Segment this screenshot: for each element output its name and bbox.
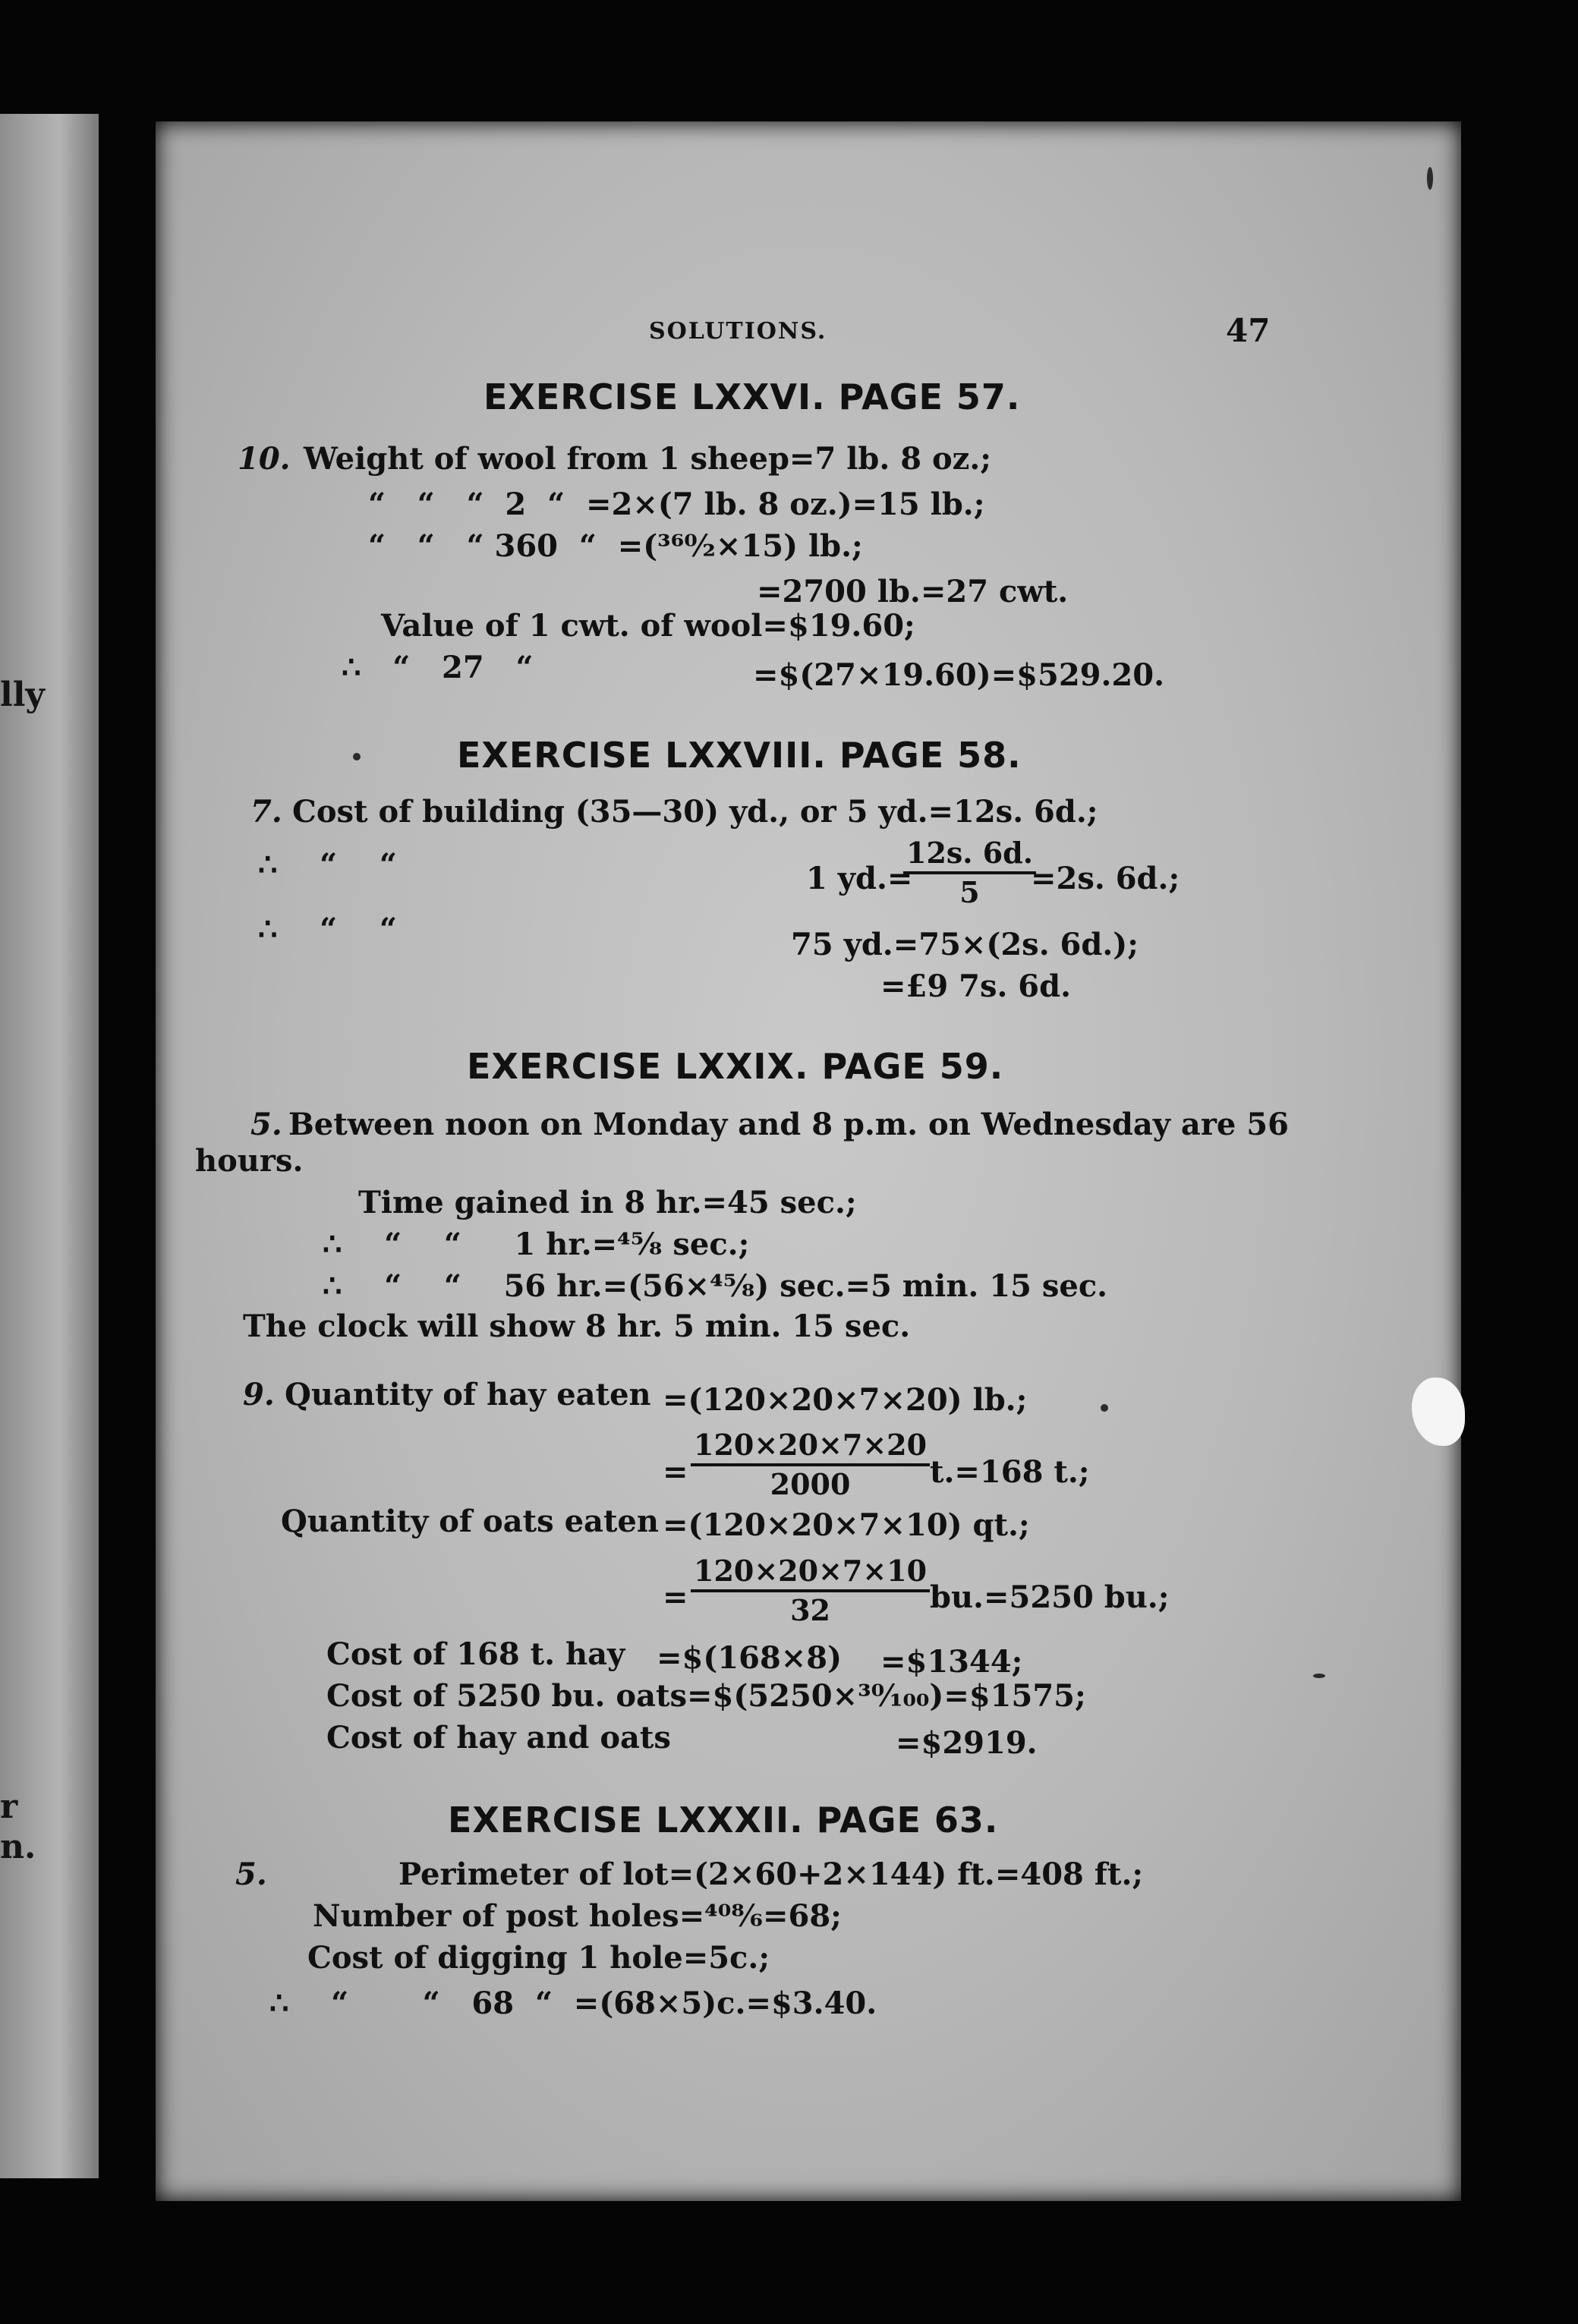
solution-line: =(120×20×7×10) qt.;	[663, 1507, 1030, 1543]
solution-line: hours.	[195, 1143, 304, 1179]
solution-line: t.=168 t.;	[930, 1454, 1090, 1490]
solution-line: “ “ “ 360 “ =(³⁶⁰⁄₂×15) lb.;	[368, 528, 863, 564]
solution-line: Quantity of hay eaten	[285, 1377, 651, 1412]
solution-line: Cost of 5250 bu. oats=$(5250×³⁰⁄₁₀₀)=$1575;	[326, 1678, 1086, 1714]
fraction-denominator: 5	[959, 874, 980, 909]
solution-line: =(120×20×7×20) lb.;	[663, 1382, 1028, 1418]
solution-line: 1 yd.=	[806, 861, 913, 896]
paper-speck	[1313, 1674, 1325, 1678]
fraction	[903, 836, 1036, 909]
previous-page-text: n.	[0, 1828, 36, 1866]
solution-line: =2700 lb.=27 cwt.	[757, 574, 1069, 609]
solution-line: ∴ “ “ 56 hr.=(56×⁴⁵⁄₈) sec.=5 min. 15 sec.	[323, 1268, 1108, 1304]
solution-line: ∴ “ “ 68 “ =(68×5)c.=$3.40.	[269, 1985, 877, 2021]
solution-line: Cost of building (35—30) yd., or 5 yd.=12s. 6d.;	[292, 794, 1098, 830]
solution-line: bu.=5250 bu.;	[930, 1579, 1170, 1615]
fraction-denominator: 32	[790, 1592, 830, 1627]
solution-line: Quantity of oats eaten	[281, 1504, 659, 1539]
previous-page-text: lly	[0, 675, 45, 714]
solution-line: =$1344;	[880, 1644, 1023, 1680]
book-page	[156, 121, 1461, 2201]
paper-speck	[353, 753, 361, 760]
fraction	[691, 1428, 930, 1501]
solution-line: =$(27×19.60)=$529.20.	[753, 657, 1164, 693]
solution-line: Number of post holes=⁴⁰⁸⁄₆=68;	[313, 1898, 842, 1934]
problem-number: 7.	[250, 794, 282, 830]
solution-line: ∴ “ “	[258, 847, 397, 883]
solution-line: =£9 7s. 6d.	[880, 968, 1072, 1004]
solution-line: Weight of wool from 1 sheep=7 lb. 8 oz.;	[304, 441, 992, 477]
solution-line: Perimeter of lot=(2×60+2×144) ft.=408 ft.;	[398, 1856, 1144, 1892]
solution-line: “ “ “ 2 “ =2×(7 lb. 8 oz.)=15 lb.;	[368, 487, 985, 522]
solution-line: =$(168×8)	[657, 1640, 843, 1676]
fraction-numerator: 120×20×7×20	[691, 1428, 930, 1466]
solution-line: ∴ “ “ 1 hr.=⁴⁵⁄₈ sec.;	[323, 1227, 750, 1262]
problem-number: 9.	[243, 1377, 275, 1412]
problem-number: 10.	[238, 441, 291, 477]
running-title: SOLUTIONS.	[649, 318, 827, 345]
solution-line: The clock will show 8 hr. 5 min. 15 sec.	[243, 1308, 911, 1344]
paper-stain	[1412, 1378, 1465, 1446]
solution-line: =	[663, 1579, 688, 1615]
fraction	[691, 1554, 930, 1626]
exercise-heading: EXERCISE LXXXII. PAGE 63.	[448, 1800, 999, 1841]
problem-number: 5.	[250, 1107, 282, 1142]
solution-line: Time gained in 8 hr.=45 sec.;	[358, 1185, 857, 1220]
previous-page-edge	[0, 114, 99, 2178]
solution-line: =2s. 6d.;	[1031, 861, 1180, 896]
solution-line: =$2919.	[896, 1725, 1038, 1761]
paper-speck	[1427, 167, 1433, 190]
page-number: 47	[1226, 312, 1271, 349]
solution-line: =	[663, 1454, 688, 1490]
solution-line: 75 yd.=75×(2s. 6d.);	[791, 927, 1139, 962]
exercise-heading: EXERCISE LXXVI. PAGE 57.	[483, 376, 1021, 417]
solution-line: ∴ “ 27 “	[342, 650, 534, 685]
solution-line: Cost of hay and oats	[326, 1720, 671, 1756]
paper-speck	[1101, 1404, 1108, 1412]
previous-page-text: r	[0, 1787, 18, 1826]
solution-line: ∴ “ “	[258, 912, 397, 947]
solution-line: Value of 1 cwt. of wool=$19.60;	[381, 608, 915, 644]
fraction-numerator: 120×20×7×10	[691, 1554, 930, 1592]
solution-line: Between noon on Monday and 8 p.m. on Wednesday are 56	[288, 1107, 1289, 1142]
solution-line: Cost of digging 1 hole=5c.;	[307, 1940, 770, 1976]
solution-line: Cost of 168 t. hay	[326, 1636, 625, 1672]
exercise-heading: EXERCISE LXXIX. PAGE 59.	[467, 1046, 1004, 1087]
fraction-numerator: 12s. 6d.	[903, 836, 1036, 874]
problem-number: 5.	[235, 1856, 267, 1892]
fraction-denominator: 2000	[770, 1466, 851, 1501]
exercise-heading: EXERCISE LXXVIII. PAGE 58.	[457, 735, 1022, 776]
